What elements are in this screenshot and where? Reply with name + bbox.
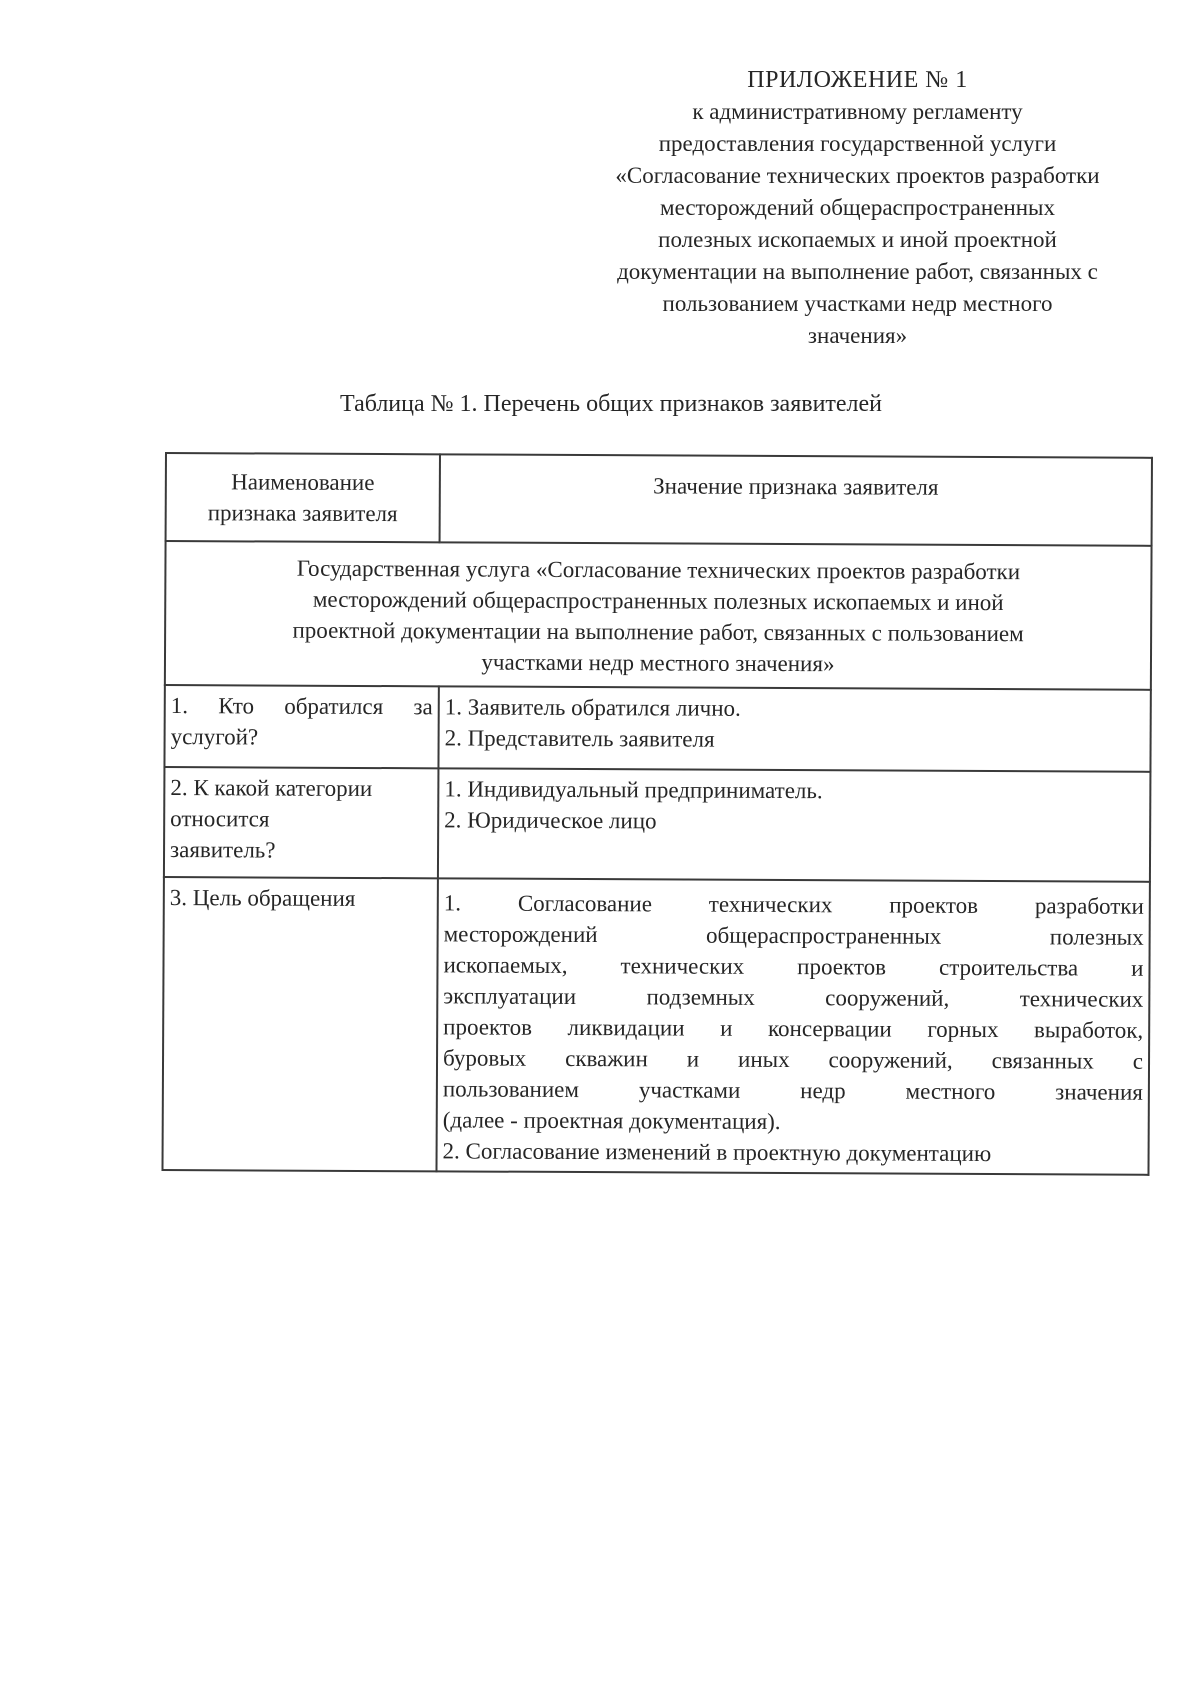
appendix-line: документации на выполнение работ, связанных с bbox=[617, 259, 1098, 284]
applicant-features-table bbox=[161, 452, 1153, 1176]
appendix-line: значения» bbox=[807, 323, 908, 348]
table-row bbox=[164, 767, 1151, 882]
appendix-line: к административному регламенту bbox=[692, 99, 1023, 124]
appendix-line: предоставления государственной услуги bbox=[658, 131, 1057, 156]
appendix-line: полезных ископаемых и иной проектной bbox=[658, 227, 1057, 252]
appendix-line: пользованием участками недр местного bbox=[662, 291, 1053, 316]
table-row bbox=[164, 685, 1150, 772]
feature-answers: 1. Индивидуальный предприниматель. 2. Юридическое лицо bbox=[438, 768, 1151, 881]
feature-question: 1. Кто обратился за услугой? bbox=[164, 685, 438, 768]
service-title: Государственная услуга «Согласование технических проектов разработки месторождений общераспространенных полезных ископаемых и иной проектной документации на выполнение работ, связанных с пользованием участками недр местного значения» bbox=[165, 541, 1152, 690]
appendix-header bbox=[555, 64, 1160, 352]
table-row bbox=[162, 877, 1149, 1175]
header-feature-name: Наименование признака заявителя bbox=[166, 453, 440, 542]
feature-answers: 1. Заявитель обратился лично. 2. Представитель заявителя bbox=[438, 686, 1150, 771]
appendix-line: месторождений общераспространенных bbox=[660, 195, 1055, 220]
feature-answers: 1. Согласование технических проектов разработки месторождений общераспространенных полезных ископаемых, технических проектов строительства и эксплуатации подземных сооружений, технических проектов ликвидации и консервации горных выработок, буровых скважин и иных сооружений, связанных с пользованием участками недр местного значения (далее - проектная документация). 2. Согласование изменений в проектную документацию bbox=[436, 878, 1149, 1174]
service-title-row bbox=[165, 541, 1152, 690]
appendix-title: ПРИЛОЖЕНИЕ № 1 bbox=[747, 67, 968, 93]
feature-question: 3. Цель обращения bbox=[162, 877, 437, 1171]
appendix-line: «Согласование технических проектов разработки bbox=[615, 163, 1100, 188]
table-caption: Таблица № 1. Перечень общих признаков заявителей bbox=[340, 391, 883, 417]
header-feature-value: Значение признака заявителя bbox=[440, 454, 1152, 545]
feature-question: 2. К какой категории относится заявитель? bbox=[164, 767, 439, 878]
table-header-row bbox=[166, 453, 1152, 546]
